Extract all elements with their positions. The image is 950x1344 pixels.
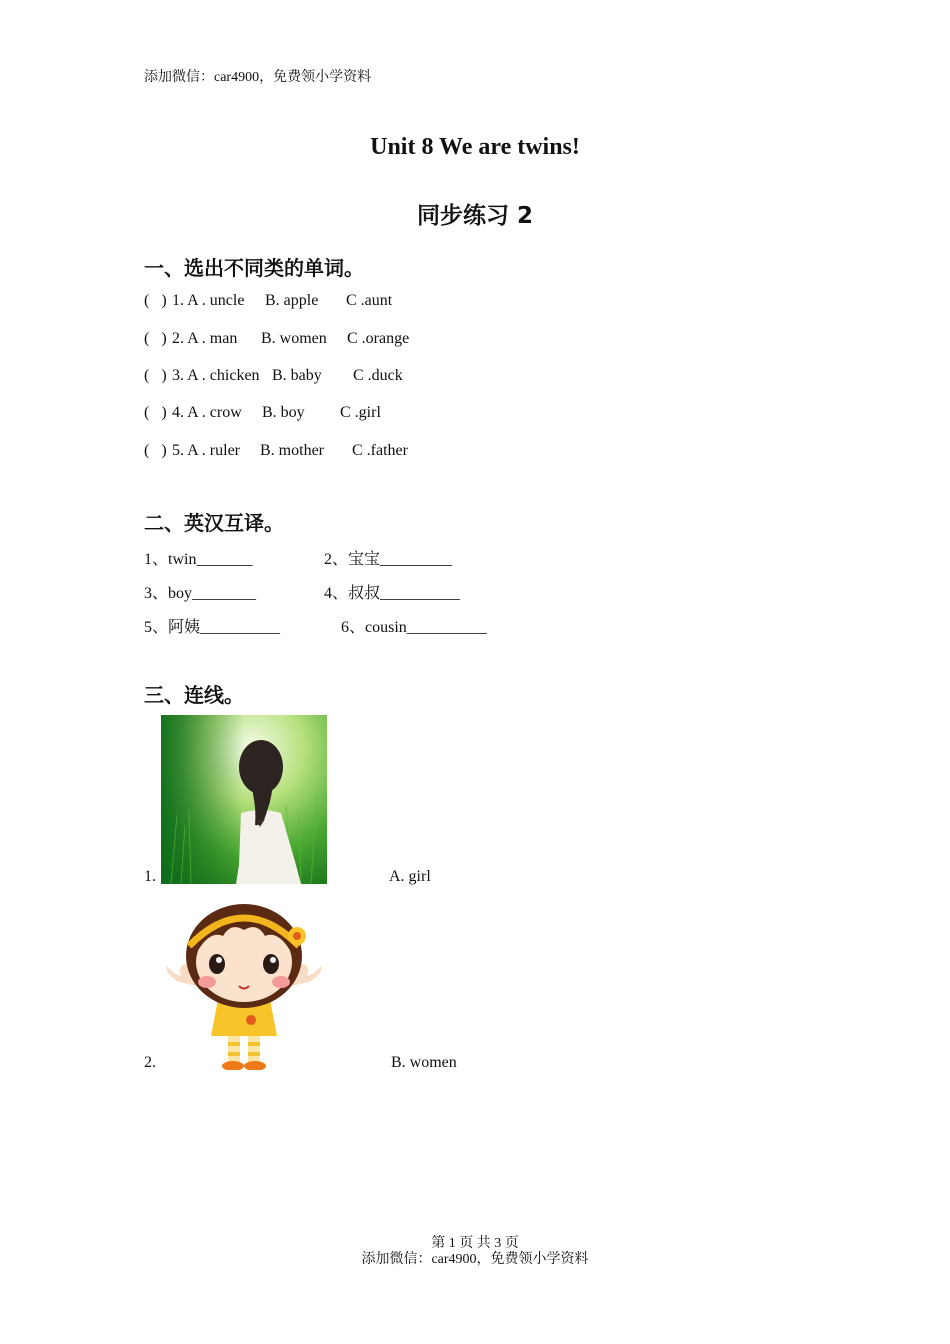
question-option-a: 5. A . ruler [172, 442, 240, 459]
section2-heading: 二、英汉互译。 [144, 511, 284, 535]
question-option-b: B. baby [272, 367, 322, 384]
question-option-a: 2. A . man [172, 330, 238, 347]
match-number: 2. [144, 1054, 156, 1071]
woman-photo [161, 715, 327, 884]
translation-item: 4、叔叔__________ [324, 585, 461, 602]
question-option-c: C .aunt [346, 292, 393, 309]
footer-watermark: 添加微信：car4900，免费领小学资料 [361, 1252, 589, 1267]
question-option-a: 1. A . uncle [172, 292, 245, 309]
match-option: A. girl [389, 868, 431, 885]
question-option-b: B. boy [262, 404, 305, 421]
question-paren: ( ) [144, 367, 167, 384]
page-title: Unit 8 We are twins! [370, 134, 580, 160]
question-option-b: B. mother [260, 442, 324, 459]
translation-item: 5、阿姨__________ [144, 619, 281, 636]
match-option: B. women [391, 1054, 457, 1071]
match-number: 1. [144, 868, 156, 885]
translation-item: 6、cousin__________ [341, 619, 487, 636]
question-option-c: C .orange [347, 330, 410, 347]
question-option-a: 3. A . chicken [172, 367, 260, 384]
question-option-c: C .duck [353, 367, 403, 384]
question-option-b: B. apple [265, 292, 319, 309]
cartoon-girl-image [159, 896, 329, 1070]
translation-item: 1、twin_______ [144, 551, 253, 568]
question-option-b: B. women [261, 330, 327, 347]
question-paren: ( ) [144, 292, 167, 309]
page-subtitle: 同步练习 2 [416, 203, 533, 229]
translation-item: 2、宝宝_________ [324, 551, 453, 568]
question-option-a: 4. A . crow [172, 404, 242, 421]
section1-heading: 一、选出不同类的单词。 [144, 256, 364, 280]
header-watermark: 添加微信：car4900，免费领小学资料 [144, 70, 372, 85]
page-number: 第 1 页 共 3 页 [431, 1236, 519, 1251]
question-option-c: C .father [352, 442, 408, 459]
question-option-c: C .girl [340, 404, 381, 421]
section3-heading: 三、连线。 [144, 683, 244, 707]
question-paren: ( ) [144, 442, 167, 459]
question-paren: ( ) [144, 330, 167, 347]
question-paren: ( ) [144, 404, 167, 421]
translation-item: 3、boy________ [144, 585, 257, 602]
